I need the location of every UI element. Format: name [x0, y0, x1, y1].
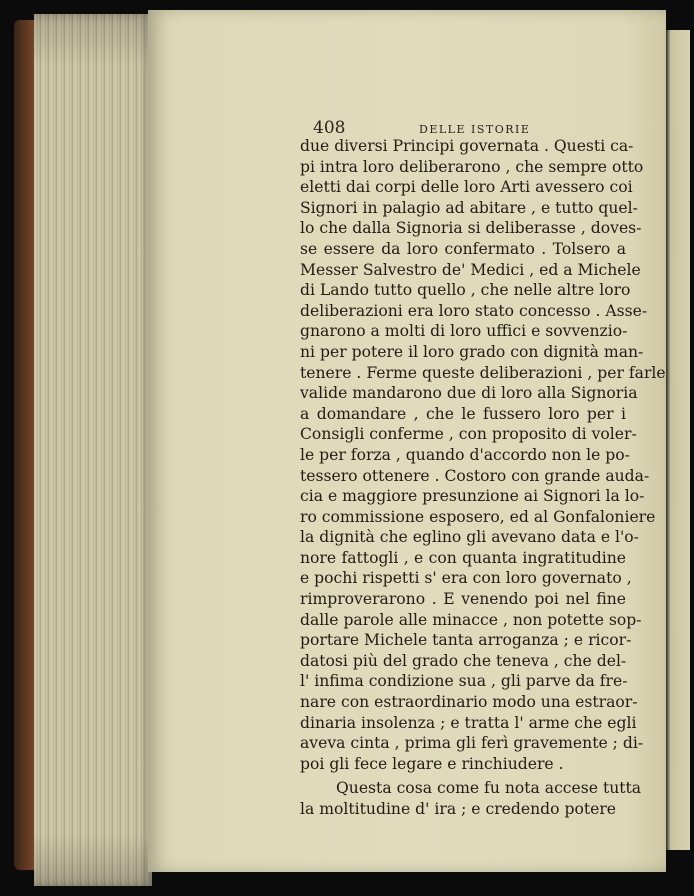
text-line: dinaria insolenza ; e tratta l' arme che egli [300, 713, 637, 732]
text-line: deliberazioni era loro stato concesso . Asse- [300, 301, 648, 320]
text-line: pi intra loro deliberarono , che sempre otto [300, 157, 644, 176]
paragraph-1 [300, 136, 666, 774]
text-line: aveva cinta , prima gli ferì gravemente ; di- [300, 734, 644, 753]
text-line: gnarono a molti di loro uffici e sovvenzio- [300, 322, 628, 341]
text-line: tessero ottenere . Costoro con grande auda- [300, 466, 650, 485]
text-line: Consigli conferme , con proposito di voler- [300, 425, 637, 444]
text-line: eletti dai corpi delle loro Arti avessero coi [300, 178, 633, 197]
text-line: di Lando tutto quello , che nelle altre loro [300, 281, 631, 300]
running-head [313, 118, 623, 138]
text-line: due diversi Principi governata . Questi ca- [300, 137, 634, 155]
text-line: dalle parole alle minacce , non potette sop- [300, 610, 642, 629]
text-line: poi gli fece legare e rinchiudere . [300, 754, 564, 773]
text-line: l' infima condizione sua , gli parve da fre- [300, 672, 628, 691]
running-title: DELLE ISTORIE [419, 123, 531, 136]
text-line: tenere . Ferme queste deliberazioni , per farle [300, 363, 666, 382]
text-line: datosi più del grado che teneva , che del- [300, 651, 627, 670]
page-number: 408 [313, 118, 346, 138]
text-line: Messer Salvestro de' Medici , ed a Michele [300, 260, 641, 279]
text-line: a domandare , che le fussero loro per i [300, 404, 626, 423]
text-line: Questa cosa come fu nota accese tutta [336, 779, 642, 798]
text-line: la dignità che eglino gli avevano data e l'o- [300, 528, 639, 547]
text-line: le per forza , quando d'accordo non le po- [300, 445, 630, 464]
text-line: Signori in palagio ad abitare , e tutto quel- [300, 198, 638, 217]
text-line: ni per potere il loro grado con dignità man- [300, 342, 644, 361]
page-text [300, 136, 666, 820]
text-line: lo che dalla Signoria si deliberasse , doves- [300, 219, 642, 238]
page-edges-stack [34, 14, 152, 886]
text-line: nare con estraordinario modo una estraor- [300, 693, 638, 712]
text-line: cia e maggiore presunzione ai Signori la lo- [300, 487, 645, 506]
text-line: portare Michele tanta arroganza ; e ricor- [300, 631, 632, 650]
text-line: rimproverarono . E venendo poi nel fine [300, 590, 626, 609]
text-line: la moltitudine d' ira ; e credendo potere [300, 800, 617, 818]
paragraph-2 [300, 778, 642, 819]
text-line: ro commissione esposero, ed al Gonfaloniere [300, 507, 656, 526]
text-line: nore fattogli , e con quanta ingratitudine [300, 548, 626, 567]
facing-page-edge [666, 30, 690, 850]
text-line: e pochi rispetti s' era con loro governato , [300, 569, 632, 588]
text-line: valide mandarono due di loro alla Signoria [300, 384, 638, 403]
text-line: se essere da loro confermato . Tolsero a [300, 239, 626, 258]
